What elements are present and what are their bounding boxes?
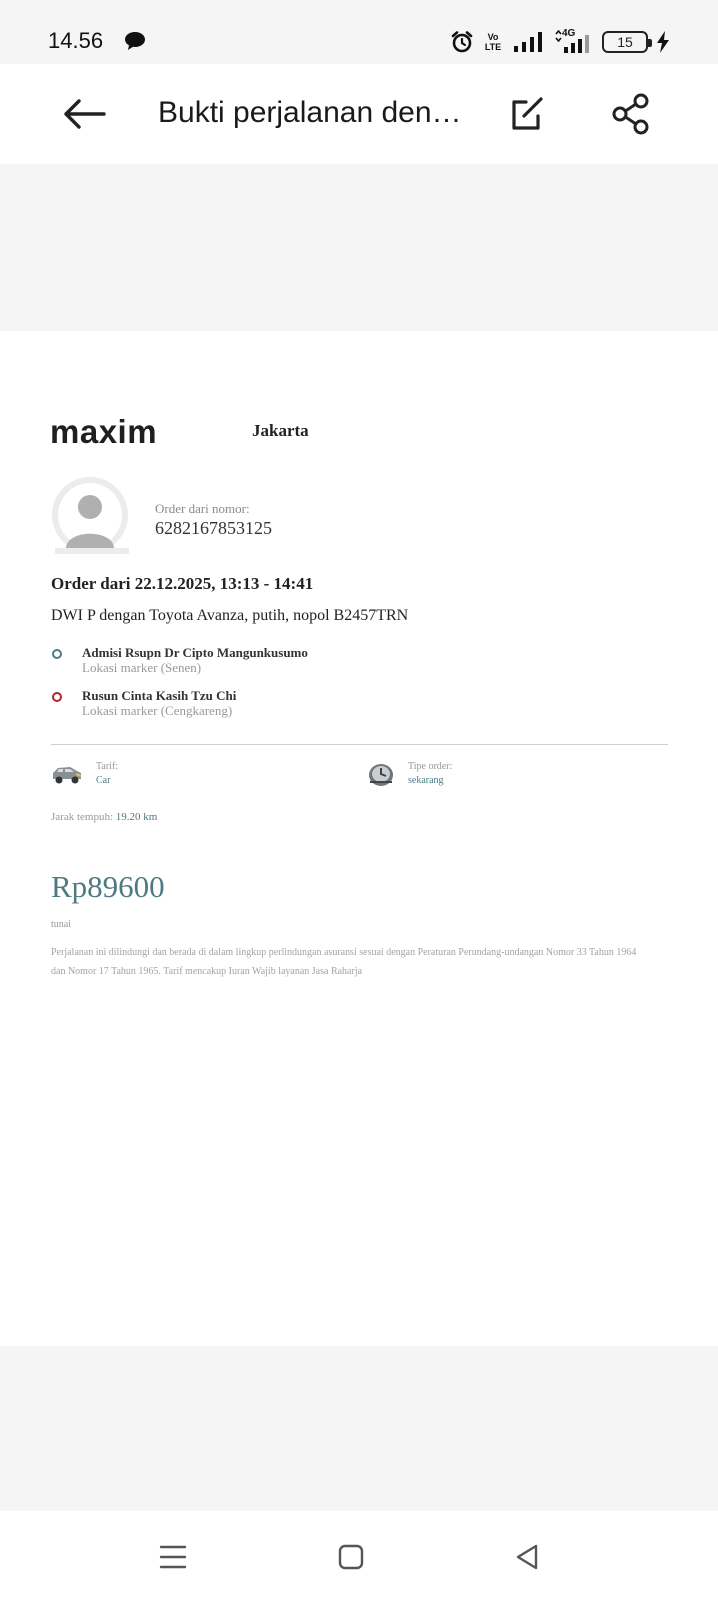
order-type-label: Tipe order: (408, 761, 453, 772)
share-icon (609, 92, 653, 136)
network-type-label: 4G (562, 28, 576, 39)
avatar (51, 476, 129, 554)
signal-4g-icon (554, 30, 594, 54)
page-title: Bukti perjalanan den… (158, 96, 462, 129)
tariff-value: Car (96, 775, 111, 786)
order-type-value: sekarang (408, 775, 444, 786)
recent-apps-button[interactable] (155, 1539, 191, 1575)
dropoff-sublabel: Lokasi marker (Cengkareng) (82, 703, 233, 718)
driver-vehicle-info: DWI P dengan Toyota Avanza, putih, nopol B2457TRN (51, 607, 409, 624)
total-price: Rp89600 (51, 869, 165, 904)
city-label: Jakarta (252, 421, 309, 440)
volte-badge: Vo LTE (484, 32, 502, 52)
edit-icon (506, 94, 546, 134)
battery-icon (602, 31, 648, 53)
back-button[interactable] (60, 94, 108, 134)
status-time: 14.56 (48, 28, 104, 53)
charging-icon (656, 31, 670, 53)
signal-icon (512, 31, 546, 53)
back-triangle-icon (513, 1543, 541, 1571)
pickup-sublabel: Lokasi marker (Senen) (82, 660, 202, 675)
back-arrow-icon (62, 98, 106, 130)
chat-icon (124, 31, 146, 51)
trip-receipt (0, 331, 718, 1346)
distance-label: Jarak tempuh: (51, 811, 114, 823)
payment-method: tunai (51, 919, 71, 930)
car-icon (50, 761, 84, 787)
user-avatar-icon (51, 476, 129, 554)
insurance-disclaimer: Perjalanan ini dilindungi dan berada di dalam lingkup perlindungan asuransi sesuai dengan Peraturan Perundang-undangan Nomor 33 Tahun 1964 dan Nomor 17 Tahun 1965. Tarif mencakup Iuran Wajib layanan Jasa Raharja (51, 947, 637, 977)
battery-level: 15 (617, 34, 633, 50)
status-icons (450, 27, 670, 57)
share-button[interactable] (609, 92, 653, 136)
svg-text:maxim: maxim (50, 415, 158, 449)
home-button[interactable] (333, 1539, 369, 1575)
pickup-marker-icon (52, 649, 62, 659)
maxim-logo (50, 415, 172, 449)
app-bar (0, 64, 718, 164)
status-bar (0, 0, 718, 64)
tariff-label: Tarif: (96, 761, 119, 772)
system-nav-bar (0, 1511, 718, 1599)
home-icon (337, 1543, 365, 1571)
system-back-button[interactable] (509, 1539, 545, 1575)
order-datetime-title: Order dari 22.12.2025, 13:13 - 14:41 (51, 574, 314, 593)
edit-button[interactable] (506, 94, 546, 134)
dropoff-name: Rusun Cinta Kasih Tzu Chi (82, 688, 237, 703)
pickup-name: Admisi Rsupn Dr Cipto Mangunkusumo (82, 645, 308, 660)
clock-order-type-icon (366, 762, 400, 788)
distance-value: 19.20 km (115, 811, 158, 823)
menu-icon (159, 1544, 187, 1570)
order-from-number: 6282167853125 (155, 518, 272, 538)
section-divider (51, 744, 668, 745)
distance-info (51, 811, 157, 823)
alarm-icon (450, 30, 474, 54)
dropoff-marker-icon (52, 692, 62, 702)
order-from-label: Order dari nomor: (155, 501, 250, 516)
